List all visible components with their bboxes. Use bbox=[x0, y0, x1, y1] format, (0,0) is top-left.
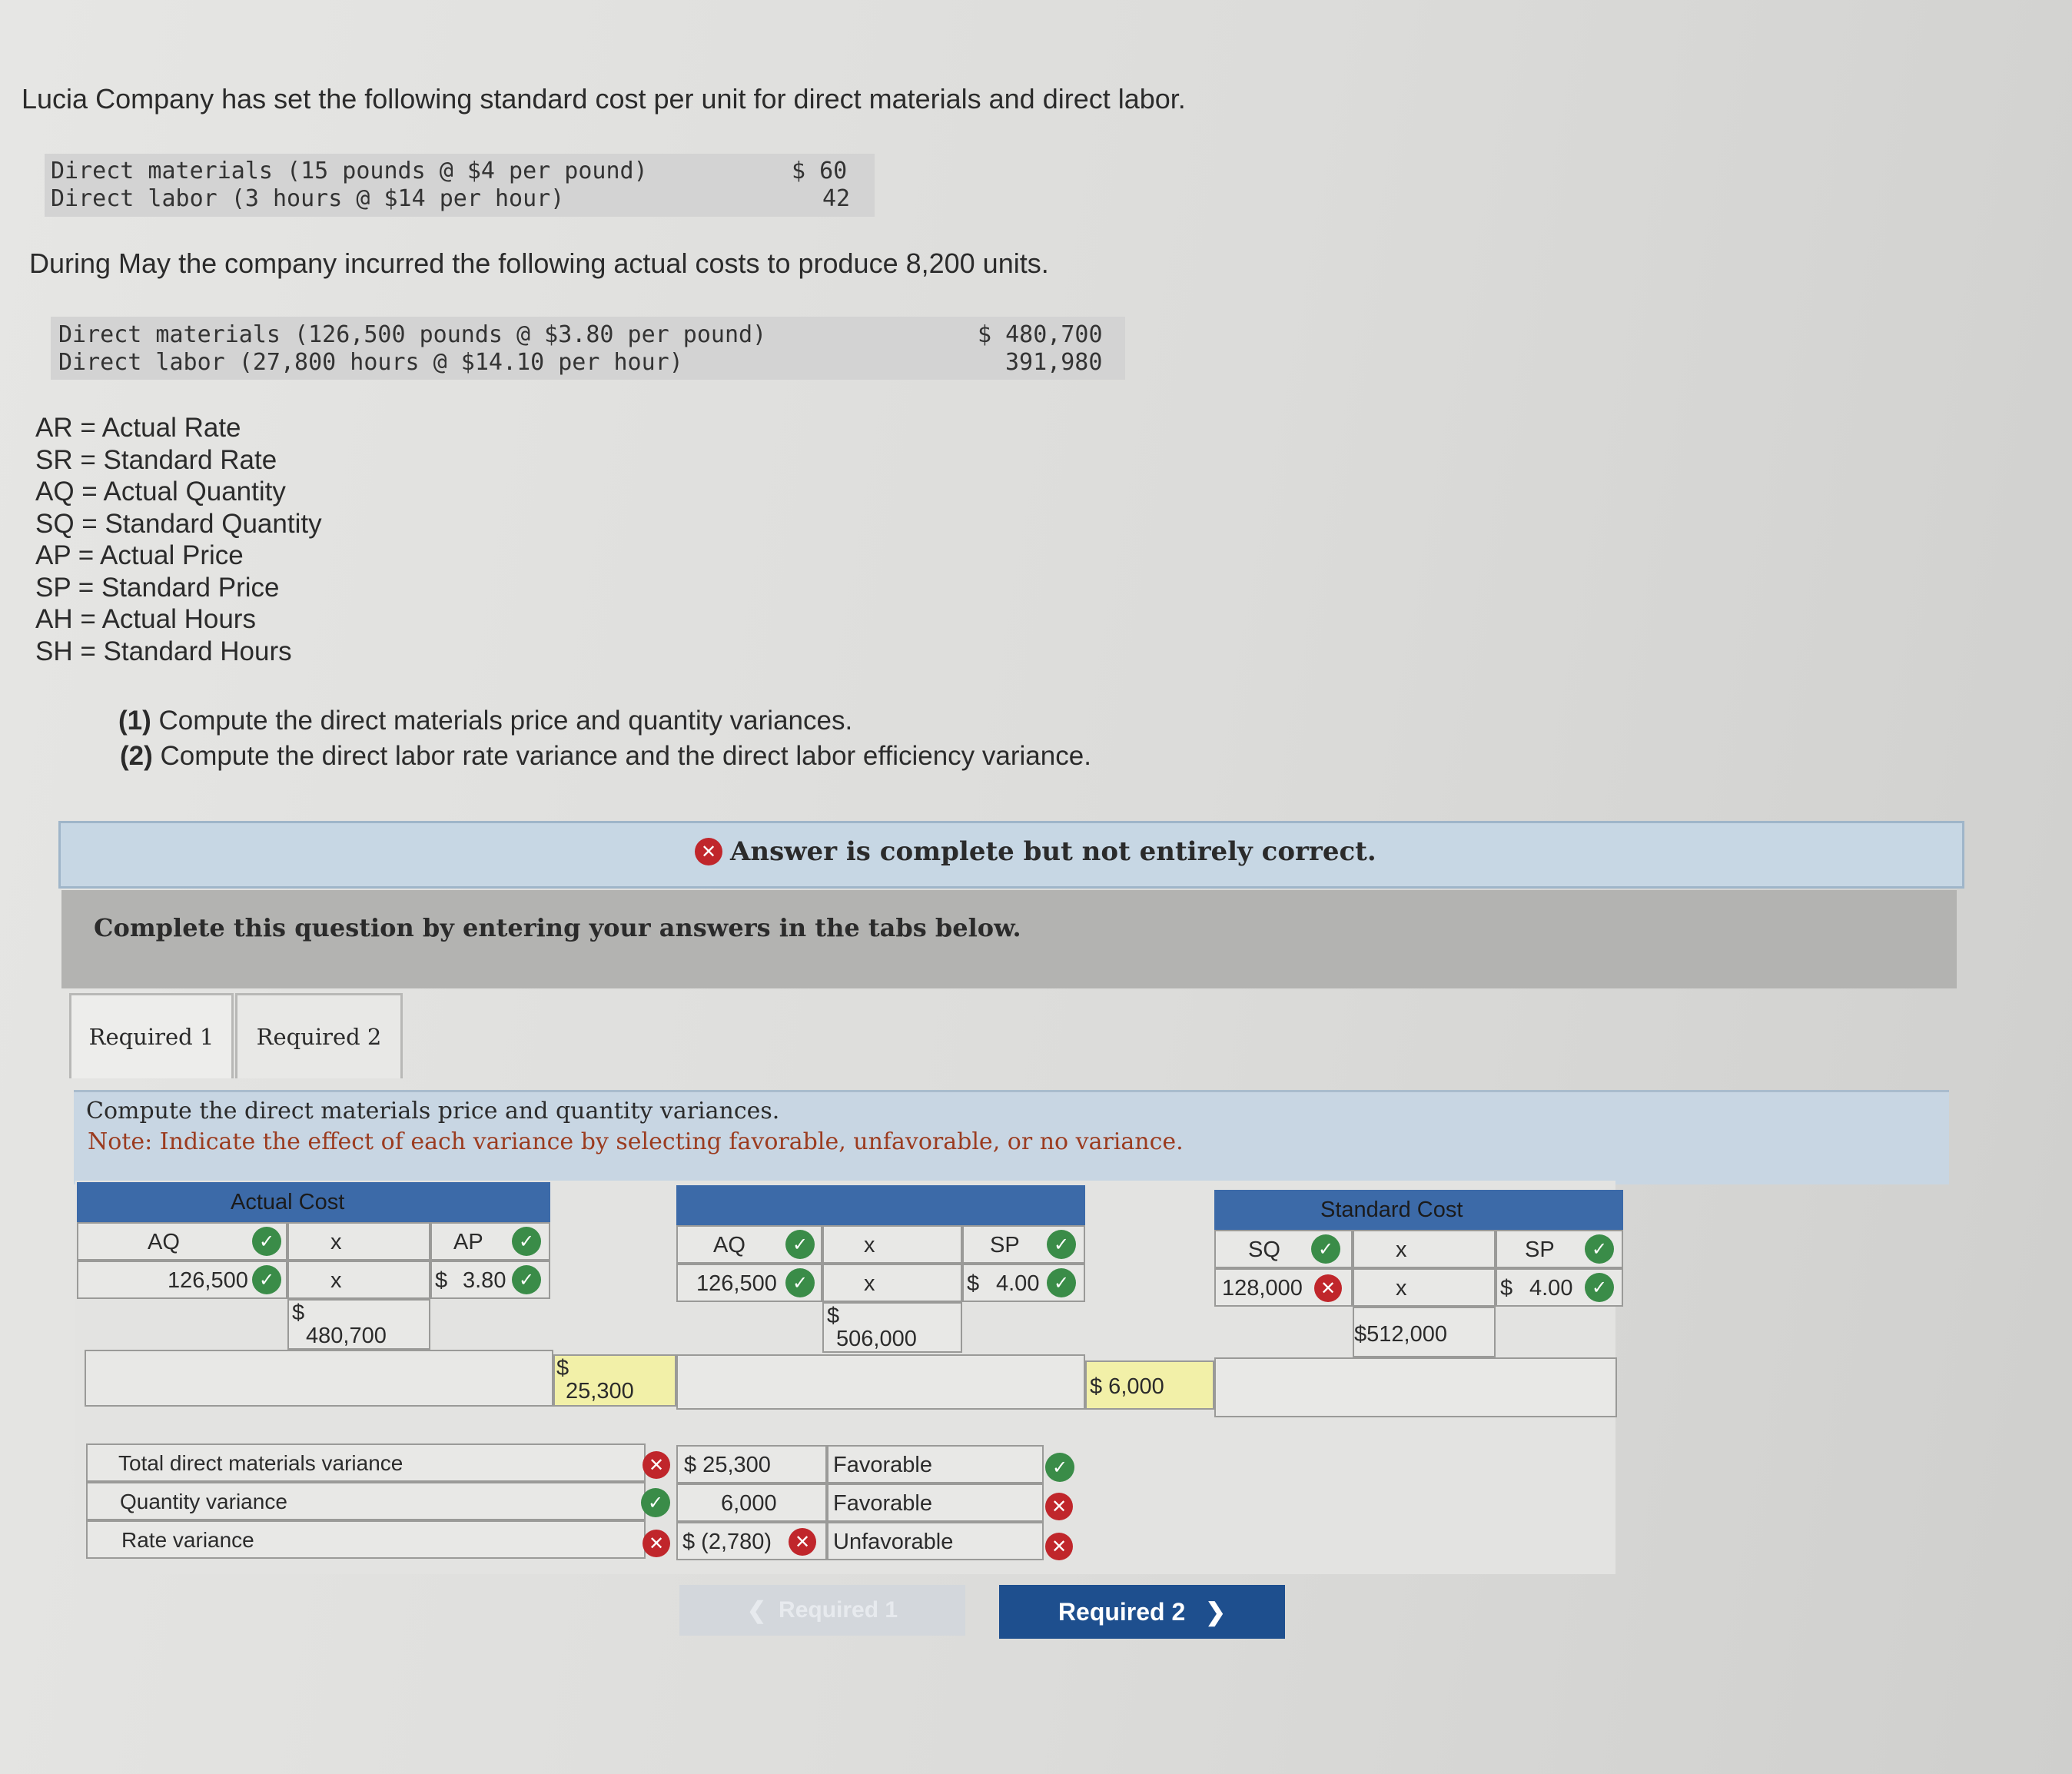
requirement-2 bbox=[120, 741, 1091, 772]
legend-aq: AQ = Actual Quantity bbox=[35, 477, 286, 507]
col1-times-cell bbox=[287, 1222, 430, 1261]
actual-cost-header bbox=[77, 1182, 550, 1222]
legend-sh: SH = Standard Hours bbox=[35, 636, 292, 666]
variance-row-spacer-right bbox=[1214, 1357, 1617, 1417]
variance-row-spacer-mid bbox=[676, 1354, 1085, 1410]
times-sign: x bbox=[864, 1271, 875, 1296]
col2-total: 506,000 bbox=[836, 1327, 917, 1351]
col1-value-b-cell[interactable] bbox=[430, 1261, 550, 1299]
std-row-materials-label: Direct materials (15 pounds @ $4 per pound) bbox=[51, 158, 648, 184]
summary-amount-quantity: 6,000 bbox=[721, 1491, 777, 1516]
col3-label-b-cell bbox=[1496, 1230, 1623, 1268]
col3-times-cell-2 bbox=[1353, 1268, 1496, 1307]
requirement-1-num: (1) bbox=[118, 706, 151, 736]
requirement-1-text: Compute the direct materials price and quantity variances. bbox=[158, 706, 853, 736]
col1-total: 480,700 bbox=[306, 1324, 387, 1348]
std-row-labor-amount: 42 bbox=[822, 185, 851, 212]
correct-icon: ✓ bbox=[1045, 1453, 1074, 1482]
summary-label-quantity: Quantity variance bbox=[120, 1490, 287, 1513]
chevron-left-icon: ❮ bbox=[746, 1597, 767, 1623]
summary-amount-total-cell[interactable] bbox=[676, 1445, 827, 1483]
correct-icon: ✓ bbox=[252, 1227, 281, 1256]
quantity-variance-value: $ 6,000 bbox=[1090, 1374, 1164, 1399]
col1-label-b-cell bbox=[430, 1222, 550, 1261]
legend-ah: AH = Actual Hours bbox=[35, 604, 256, 634]
tab-required-2[interactable]: Required 2 bbox=[235, 993, 403, 1078]
act-row-labor-amount: 391,980 bbox=[1005, 349, 1103, 376]
incorrect-icon: ✕ bbox=[1045, 1493, 1073, 1520]
times-sign: x bbox=[330, 1268, 342, 1293]
tab-instruction-text: Compute the direct materials price and quantity variances. bbox=[86, 1098, 780, 1125]
correct-icon: ✓ bbox=[1047, 1230, 1076, 1259]
tab-required-1[interactable]: Required 1 bbox=[69, 993, 234, 1078]
times-sign: x bbox=[330, 1230, 342, 1254]
col2-value-a-cell[interactable] bbox=[676, 1264, 822, 1302]
col2-label-a: AQ bbox=[713, 1233, 745, 1257]
legend-sp: SP = Standard Price bbox=[35, 572, 280, 603]
col2-label-a-cell bbox=[676, 1225, 822, 1264]
chevron-right-icon: ❯ bbox=[1205, 1598, 1227, 1626]
requirement-1 bbox=[118, 706, 852, 736]
col2-times-cell bbox=[822, 1225, 962, 1264]
next-button-label: Required 2 bbox=[1058, 1597, 1186, 1626]
price-variance-dollar: $ bbox=[556, 1356, 569, 1380]
col1-value-a-cell[interactable] bbox=[77, 1261, 287, 1299]
legend-sr: SR = Standard Rate bbox=[35, 444, 277, 475]
prev-button-label: Required 1 bbox=[779, 1597, 898, 1623]
col1-label-b: AP bbox=[453, 1230, 483, 1254]
col2-total-dollar: $ bbox=[827, 1304, 840, 1328]
col3-times-cell bbox=[1353, 1230, 1496, 1268]
standard-cost-header-text: Standard Cost bbox=[1320, 1198, 1463, 1222]
summary-effect-quantity: Favorable bbox=[833, 1491, 932, 1516]
incorrect-icon: ✕ bbox=[789, 1528, 816, 1556]
requirement-2-num: (2) bbox=[120, 741, 153, 771]
col1-total-cell[interactable] bbox=[287, 1299, 430, 1350]
col1-total-dollar: $ bbox=[292, 1301, 305, 1325]
col3-value-b-dollar: $ bbox=[1500, 1276, 1513, 1301]
summary-amount-rate: $ (2,780) bbox=[682, 1530, 772, 1554]
col2-label-b-cell bbox=[962, 1225, 1085, 1264]
summary-effect-total: Favorable bbox=[833, 1453, 932, 1477]
correct-icon: ✓ bbox=[252, 1265, 281, 1294]
col3-value-a-cell[interactable] bbox=[1214, 1268, 1353, 1307]
variance-row-spacer-left bbox=[85, 1350, 553, 1407]
col2-value-b-dollar: $ bbox=[967, 1271, 980, 1296]
summary-effect-total-cell[interactable] bbox=[827, 1445, 1044, 1483]
incorrect-icon: ✕ bbox=[1045, 1533, 1073, 1560]
col1-times-cell-2 bbox=[287, 1261, 430, 1299]
summary-label-total: Total direct materials variance bbox=[118, 1451, 403, 1475]
actual-cost-header-text: Actual Cost bbox=[231, 1190, 345, 1214]
quantity-variance-cell[interactable] bbox=[1085, 1360, 1214, 1410]
col2-label-b: SP bbox=[990, 1233, 1020, 1257]
summary-row-quantity bbox=[86, 1482, 646, 1520]
std-row-labor-label: Direct labor (3 hours @ $14 per hour) bbox=[51, 185, 565, 212]
requirement-2-text: Compute the direct labor rate variance and the direct labor efficiency variance. bbox=[160, 741, 1091, 771]
instruction-bar-text: Complete this question by entering your answers in the tabs below. bbox=[94, 913, 1021, 942]
col3-value-a: 128,000 bbox=[1222, 1276, 1303, 1301]
col3-total-cell[interactable] bbox=[1353, 1307, 1496, 1357]
summary-effect-quantity-cell[interactable] bbox=[827, 1483, 1044, 1522]
act-row-materials-amount: $ 480,700 bbox=[978, 321, 1103, 348]
col2-value-a: 126,500 bbox=[696, 1271, 777, 1296]
std-row-materials-amount: $ 60 bbox=[792, 158, 848, 184]
col2-times-cell-2 bbox=[822, 1264, 962, 1302]
incorrect-icon: ✕ bbox=[643, 1451, 670, 1479]
col3-label-b: SP bbox=[1525, 1237, 1555, 1262]
col3-label-a-cell bbox=[1214, 1230, 1353, 1268]
act-row-materials-label: Direct materials (126,500 pounds @ $3.80 per pound) bbox=[58, 321, 767, 348]
standard-cost-header bbox=[1214, 1190, 1623, 1230]
col3-value-b-cell[interactable] bbox=[1496, 1268, 1623, 1307]
times-sign: x bbox=[1396, 1276, 1407, 1301]
summary-effect-rate: Unfavorable bbox=[833, 1530, 954, 1554]
result-banner-text: Answer is complete but not entirely correct. bbox=[730, 836, 1376, 867]
intro-text: Lucia Company has set the following standard cost per unit for direct materials and direct labor. bbox=[22, 83, 1186, 115]
summary-effect-rate-cell[interactable] bbox=[827, 1522, 1044, 1560]
incorrect-icon: ✕ bbox=[695, 838, 722, 865]
col1-value-b-dollar: $ bbox=[435, 1268, 448, 1293]
col1-label-a: AQ bbox=[148, 1230, 180, 1254]
col1-value-a: 126,500 bbox=[168, 1268, 248, 1293]
incorrect-icon: ✕ bbox=[1314, 1274, 1342, 1302]
tab-instruction-note: Note: Indicate the effect of each variance by selecting favorable, unfavorable, or no variance. bbox=[88, 1128, 1184, 1155]
act-row-labor-label: Direct labor (27,800 hours @ $14.10 per hour) bbox=[58, 349, 683, 376]
times-sign: x bbox=[864, 1233, 875, 1257]
correct-icon: ✓ bbox=[785, 1230, 815, 1259]
col3-label-a: SQ bbox=[1248, 1237, 1280, 1262]
times-sign: x bbox=[1396, 1237, 1407, 1262]
summary-amount-quantity-cell[interactable] bbox=[676, 1483, 827, 1522]
col1-value-b: 3.80 bbox=[463, 1268, 506, 1293]
summary-amount-rate-cell[interactable] bbox=[676, 1522, 827, 1560]
result-banner-content bbox=[695, 836, 1376, 867]
col3-total: $512,000 bbox=[1354, 1322, 1447, 1347]
actual-intro-text: During May the company incurred the following actual costs to produce 8,200 units. bbox=[29, 247, 1049, 279]
summary-row-total bbox=[86, 1443, 646, 1482]
price-variance-cell[interactable] bbox=[553, 1354, 676, 1407]
next-required-2-button[interactable] bbox=[999, 1585, 1285, 1639]
incorrect-icon: ✕ bbox=[643, 1530, 670, 1557]
col2-header bbox=[676, 1185, 1085, 1225]
prev-required-1-button[interactable] bbox=[679, 1585, 965, 1636]
correct-icon: ✓ bbox=[1585, 1234, 1614, 1264]
col1-label-a-cell bbox=[77, 1222, 287, 1261]
legend-ar: AR = Actual Rate bbox=[35, 413, 241, 443]
summary-label-rate: Rate variance bbox=[121, 1528, 254, 1552]
price-variance-value: 25,300 bbox=[566, 1379, 634, 1404]
summary-row-rate bbox=[86, 1520, 646, 1559]
correct-icon: ✓ bbox=[1311, 1234, 1340, 1264]
col2-total-cell[interactable] bbox=[822, 1302, 962, 1353]
legend-ap: AP = Actual Price bbox=[35, 540, 244, 570]
col2-value-b-cell[interactable] bbox=[962, 1264, 1085, 1302]
legend-sq: SQ = Standard Quantity bbox=[35, 508, 322, 539]
correct-icon: ✓ bbox=[785, 1268, 815, 1297]
correct-icon: ✓ bbox=[641, 1488, 670, 1517]
abbreviation-legend bbox=[35, 412, 322, 667]
correct-icon: ✓ bbox=[1585, 1273, 1614, 1302]
correct-icon: ✓ bbox=[1047, 1268, 1076, 1297]
col3-value-b: 4.00 bbox=[1529, 1276, 1573, 1301]
col2-value-b: 4.00 bbox=[996, 1271, 1040, 1296]
correct-icon: ✓ bbox=[512, 1265, 541, 1294]
summary-amount-total: $ 25,300 bbox=[684, 1453, 771, 1477]
correct-icon: ✓ bbox=[512, 1227, 541, 1256]
